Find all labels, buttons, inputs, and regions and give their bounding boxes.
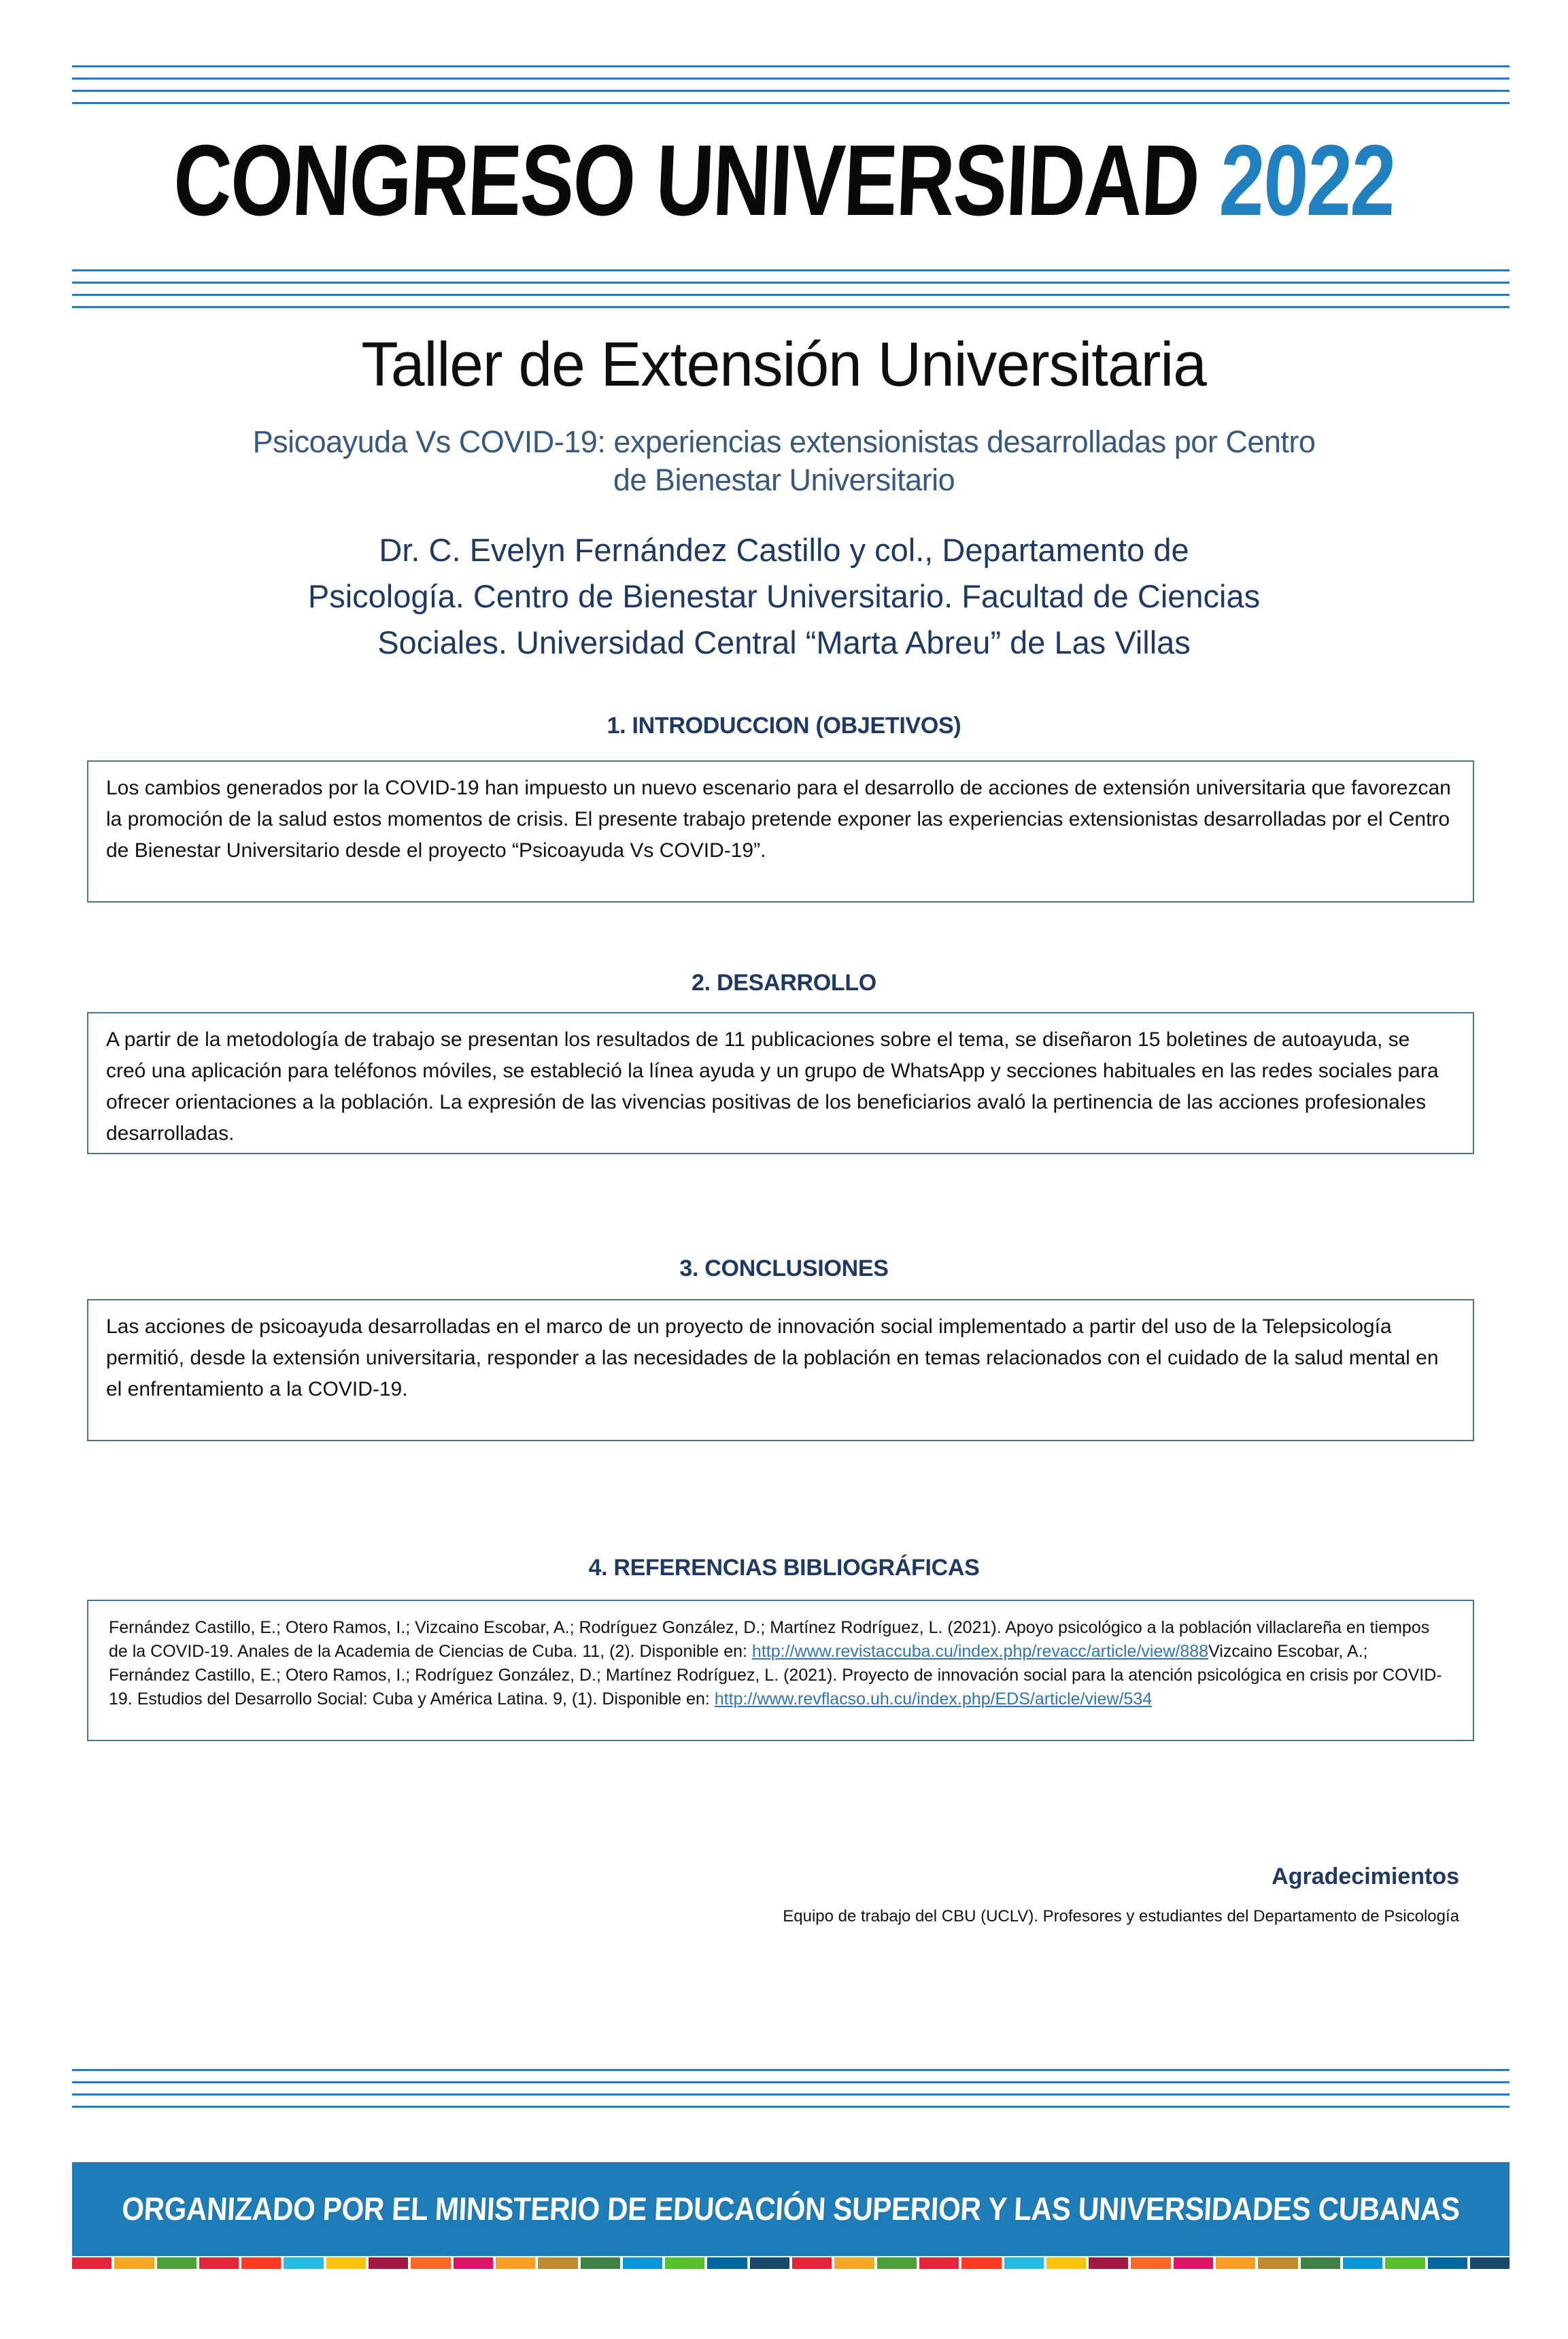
sdg-square [454, 2257, 493, 2269]
sdg-square [1046, 2257, 1086, 2269]
section-body-introduccion: Los cambios generados por la COVID-19 han impuesto un nuevo escenario para el desarrollo de acciones de extensión universitaria que favorezcan la promoción de la salud estos momentos de crisis. El presente trabajo pretende exponer las experiencias extensionistas desarrolladas por el Centro de Bienestar Universitario desde el proyecto “Psicoayuda Vs COVID-19”. [87, 760, 1474, 903]
sdg-square [1343, 2257, 1382, 2269]
workshop-title: Taller de Extensión Universitaria [361, 330, 1207, 399]
sdg-square [623, 2257, 662, 2269]
sdg-square [1131, 2257, 1170, 2269]
organizer-text: ORGANIZADO POR EL MINISTERIO DE EDUCACIÓN SUPERIOR Y LAS UNIVERSIDADES CUBANAS [120, 2191, 1461, 2227]
sdg-square [199, 2257, 239, 2269]
sdg-square [157, 2257, 197, 2269]
sdg-square [114, 2257, 154, 2269]
footer-divider-lines [72, 2069, 1510, 2108]
sdg-square [1428, 2257, 1467, 2269]
reference-1-text: Fernández Castillo, E.; Otero Ramos, I.; Vizcaino Escobar, A.; Rodríguez González, D.; Martínez Rodríguez, L. (2021). Apoyo psicológico a la población villaclareña en tiempos de la COVID-19. Anales de la Academia de Ciencias de Cuba. 11, (2). Disponible en: [109, 1618, 1430, 1661]
authors-affiliation [0, 527, 1568, 666]
sdg-square [1258, 2257, 1297, 2269]
sdg-square [369, 2257, 408, 2269]
section-heading-introduccion: 1. INTRODUCCION (OBJETIVOS) [607, 713, 961, 739]
sdg-square [1385, 2257, 1425, 2269]
top-divider-lines [72, 65, 1510, 104]
congress-logo [0, 124, 1568, 237]
authors-line-3: Sociales. Universidad Central “Marta Abreu” de Las Villas [377, 624, 1191, 660]
sdg-square [665, 2257, 704, 2269]
sdg-square [581, 2257, 620, 2269]
poster-subtitle [0, 423, 1568, 499]
congress-logo-year: 2022 [1217, 124, 1397, 237]
authors-line-2: Psicología. Centro de Bienestar Universitario. Facultad de Ciencias [307, 578, 1261, 614]
sdg-square [538, 2257, 577, 2269]
sdg-square [961, 2257, 1001, 2269]
sdg-square [707, 2257, 747, 2269]
sdg-square [834, 2257, 874, 2269]
reference-2-text: Vizcaino Escobar, A.; Fernández Castillo, E.; Otero Ramos, I.; Rodríguez González, D.; Martínez Rodríguez, L. (2021). Proyecto de innovación social para la atención psicológica en crisis por COVID-19. Estudios del Desarrollo Social: Cuba y América Latina. 9, (1). Disponible en: [109, 1642, 1442, 1709]
reference-2-link[interactable]: http://www.revflacso.uh.cu/index.php/EDS/article/view/534 [714, 1689, 1153, 1709]
subtitle-line-2: de Bienestar Universitario [613, 462, 955, 497]
header-divider-lines [72, 269, 1510, 308]
authors-line-1: Dr. C. Evelyn Fernández Castillo y col., Departamento de [379, 532, 1189, 568]
sdg-square [241, 2257, 281, 2269]
congress-logo-title: CONGRESO UNIVERSIDAD [171, 124, 1201, 237]
sdg-square [877, 2257, 917, 2269]
section-heading-desarrollo: 2. DESARROLLO [692, 970, 876, 996]
section-heading-conclusiones: 3. CONCLUSIONES [679, 1256, 889, 1281]
references-box [87, 1600, 1474, 1741]
sdg-square [411, 2257, 450, 2269]
acknowledgements-heading: Agradecimientos [1272, 1864, 1459, 1889]
sdg-square [496, 2257, 535, 2269]
sdg-square [72, 2257, 112, 2269]
section-body-conclusiones: Las acciones de psicoayuda desarrolladas en el marco de un proyecto de innovación social implementado a partir del uso de la Telepsicología permitió, desde la extensión universitaria, responder a las necesidades de la población en temas relacionados con el cuidado de la salud mental en el enfrentamiento a la COVID-19. [87, 1299, 1474, 1441]
organizer-band [72, 2162, 1510, 2256]
sdg-square [792, 2257, 832, 2269]
sdg-square [326, 2257, 366, 2269]
section-heading-referencias: 4. REFERENCIAS BIBLIOGRÁFICAS [588, 1555, 980, 1581]
sdg-square [919, 2257, 959, 2269]
sdg-strip [72, 2257, 1510, 2269]
sdg-square [1174, 2257, 1213, 2269]
sdg-square [750, 2257, 789, 2269]
sdg-square [1301, 2257, 1340, 2269]
sdg-square [1004, 2257, 1044, 2269]
section-body-desarrollo: A partir de la metodología de trabajo se presentan los resultados de 11 publicaciones sobre el tema, se diseñaron 15 boletines de autoayuda, se creó una aplicación para teléfonos móviles, se estableció la línea ayuda y un grupo de WhatsApp y secciones habituales en las redes sociales para ofrecer orientaciones a la población. La expresión de las vivencias positivas de los beneficiarios avaló la pertinencia de las acciones profesionales desarrolladas. [87, 1012, 1474, 1154]
acknowledgements-body: Equipo de trabajo del CBU (UCLV). Profesores y estudiantes del Departamento de Psicología [783, 1907, 1459, 1925]
reference-1-link[interactable]: http://www.revistaccuba.cu/index.php/revacc/article/view/888 [751, 1642, 1209, 1661]
subtitle-line-1: Psicoayuda Vs COVID-19: experiencias extensionistas desarrolladas por Centro [252, 424, 1316, 459]
sdg-square [1089, 2257, 1128, 2269]
sdg-square [284, 2257, 323, 2269]
sdg-square [1216, 2257, 1255, 2269]
sdg-square [1470, 2257, 1510, 2269]
